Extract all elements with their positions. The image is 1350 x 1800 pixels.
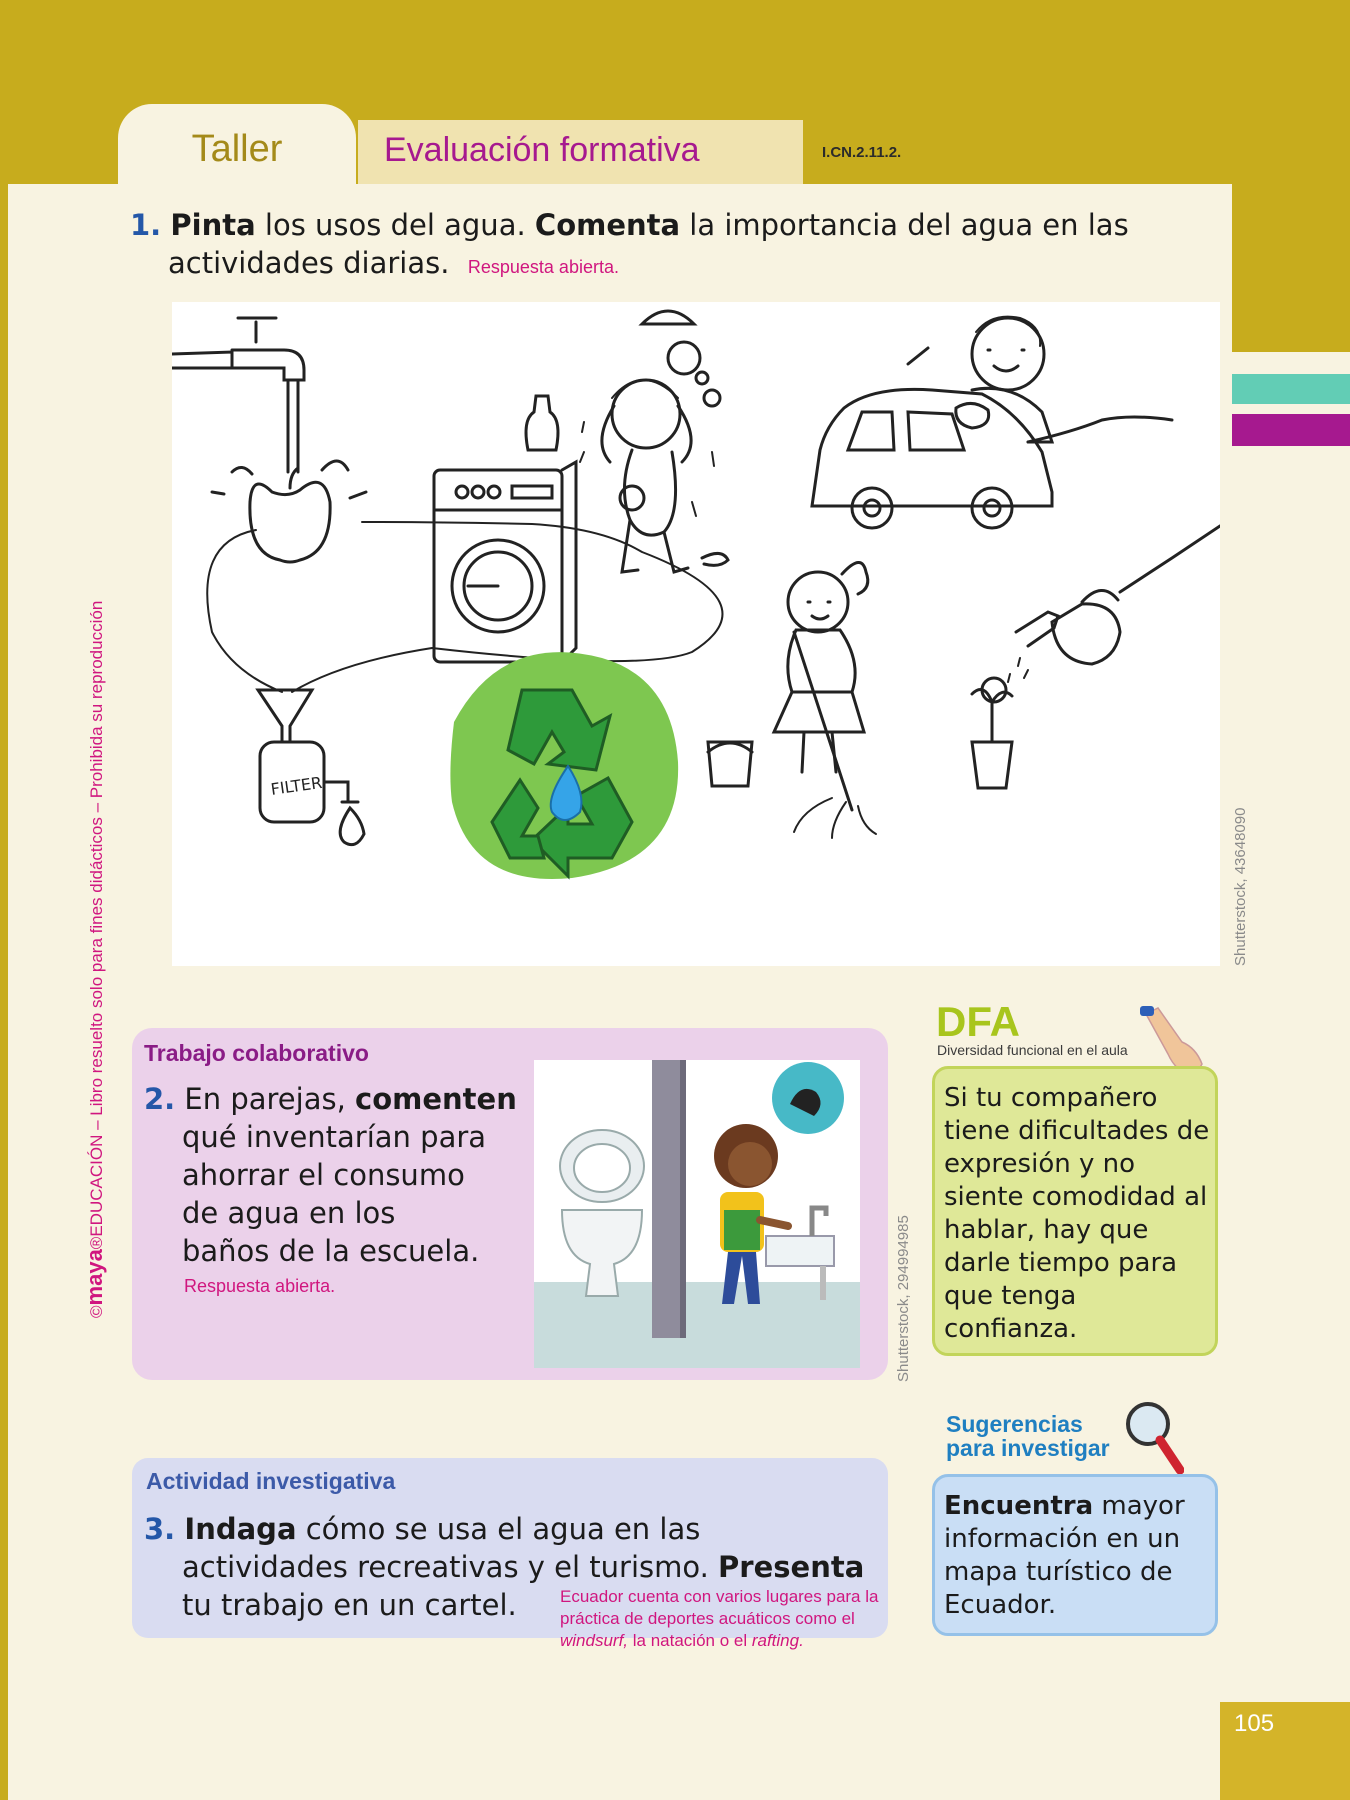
answer-text: Ecuador cuenta con varios lugares para la práctica de deportes acuáticos como el windsurf, la natación o el rafting. [560,1587,879,1650]
showering-child-icon [580,311,728,572]
question-verb: Presenta [718,1550,865,1584]
copyright-side-note: ©maya®EDUCACIÓN – Libro resuelto solo para fines didácticos – Prohibida su reproducción [82,600,107,1318]
collaborative-work-title: Trabajo colaborativo [144,1040,369,1066]
handwashing-illustration [534,1060,860,1368]
image-credit: Shutterstock, 294994985 [895,1215,912,1382]
magnifier-icon [1124,1400,1184,1480]
answer-text: Respuesta abierta. [184,1276,336,1296]
faucet-icon [172,318,304,472]
taller-label: Taller [191,128,283,170]
watering-can-icon [972,526,1220,788]
page-number: 105 [1234,1710,1275,1737]
question-1: 1. Pinta los usos del agua. Comenta la importancia del agua en las actividades diarias. Respuesta abierta. [130,208,1129,280]
research-activity-title: Actividad investigativa [146,1468,396,1494]
question-verb: Indaga [184,1512,297,1546]
suggestions-title: Sugerencias para investigar [946,1411,1110,1461]
question-3: 3. Indaga cómo se usa el agua en las actividades recreativas y el turismo. Presenta tu trabajo en un cartel. [144,1512,865,1622]
question-number: 2. [144,1082,176,1116]
handwashing-sign-icon [772,1062,844,1134]
right-margin-band [1232,184,1350,352]
suggestions-text: Encuentra mayor información en un mapa turístico de Ecuador. [944,1491,1185,1620]
recycling-water-icon [450,652,678,879]
image-credit: Shutterstock, 43648090 [1232,807,1249,966]
question-2: 2. En parejas, comenten qué inventarían para ahorrar el consumo de agua en los baños de la escuela. [144,1082,517,1268]
mopping-girl-icon [708,562,876,838]
magenta-tab-marker [1232,414,1350,446]
washing-machine-icon [434,396,576,662]
car-washing-icon [812,317,1172,528]
question-verb: Comenta [534,208,681,242]
teal-tab-marker [1232,374,1350,404]
svg-text:FILTER: FILTER [269,772,324,799]
evaluation-label: Evaluación formativa [384,131,700,169]
water-filter-icon [258,690,364,845]
left-edge-strip [0,0,8,1800]
question-verb: comenten [355,1082,517,1116]
dfa-subtitle: Diversidad funcional en el aula [937,1042,1128,1058]
question-verb: Pinta [170,208,256,242]
answer-text: Respuesta abierta. [467,257,619,277]
dfa-logo: DFA [936,998,1020,1045]
water-uses-illustration [172,302,1220,966]
apple-icon [212,461,366,562]
dfa-text: Si tu compañero tiene dificultades de expresión y no siente comodidad al hablar, hay que darle tiempo para que tenga confianza. [944,1083,1210,1344]
question-number: 3. [144,1512,176,1546]
question-number: 1. [130,208,162,242]
indicator-code: I.CN.2.11.2. [822,144,902,161]
